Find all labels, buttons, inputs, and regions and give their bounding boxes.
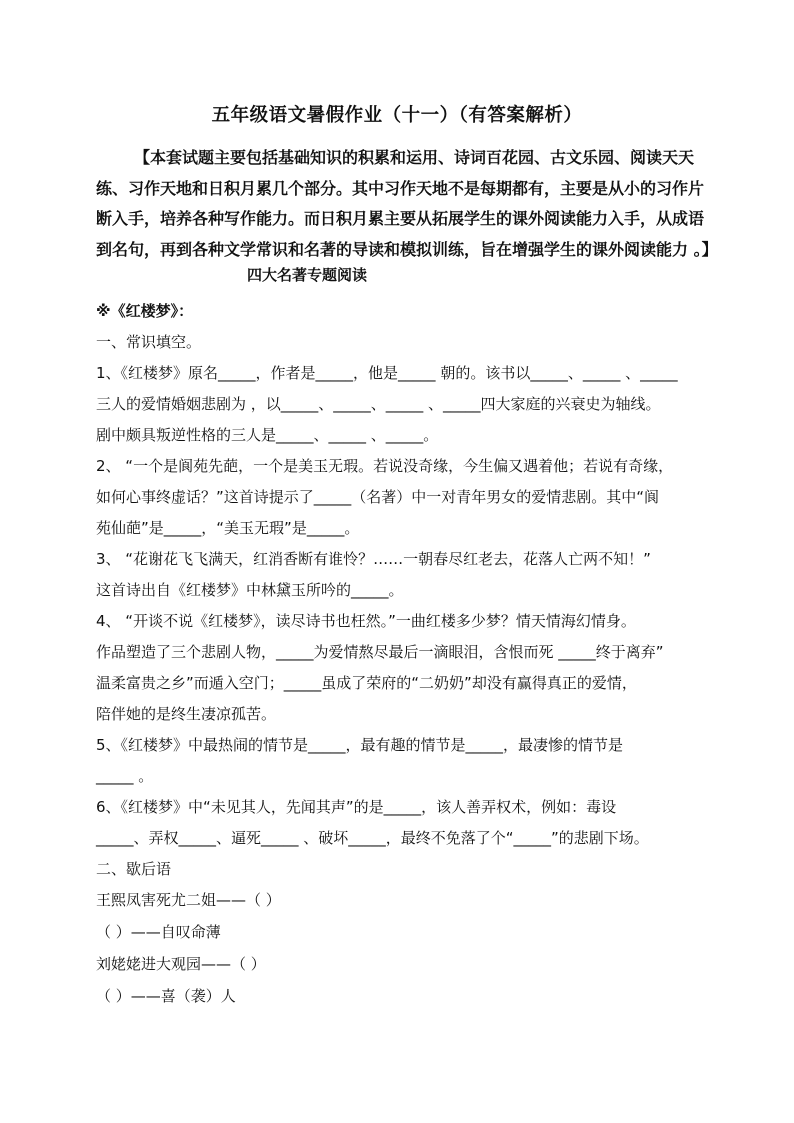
question-line: 这首诗出自《红楼梦》中林黛玉所吟的_____。 — [96, 581, 404, 599]
question-line: 陪伴她的是终生凄凉孤苦。 — [96, 705, 277, 723]
page-title: 五年级语文暑假作业（十一）（有答案解析） — [211, 105, 583, 126]
xiehouyu-line: 王熙凤害死尤二姐——（ ） — [96, 891, 281, 909]
intro-paragraph — [96, 143, 726, 265]
part-heading: 一、常识填空。 — [96, 333, 202, 351]
section-subheading: 四大名著专题阅读 — [247, 266, 368, 284]
intro-line: 到名句，再到各种文学常识和名著的导读和模拟训练，旨在增强学生的课外阅读能力 。】 — [96, 239, 718, 259]
xiehouyu-line: 刘姥姥进大观园——（ ） — [96, 955, 266, 973]
question-line: 温柔富贵之乡”而遁入空门；_____虽成了荣府的“二奶奶”却没有赢得真正的爱情， — [96, 674, 637, 692]
question-line: 作品塑造了三个悲剧人物，_____为爱情熬尽最后一滴眼泪，含恨而死 _____终于离弃” — [96, 643, 664, 661]
intro-line: 练、习作天地和日积月累几个部分。其中习作天地不是每期都有，主要是从小的习作片 — [96, 178, 705, 198]
question-line: 苑仙葩”是_____，“美玉无瑕”是_____。 — [96, 519, 360, 537]
novel-heading: ※《红楼梦》： — [96, 302, 194, 320]
intro-line: 【本套试题主要包括基础知识的积累和运用、诗词百花园、古文乐园、阅读天天 — [134, 148, 695, 167]
xiehouyu-line: （ ）——喜（袭）人 — [96, 987, 236, 1005]
question-line: 2、 “一个是阆苑先葩，一个是美玉无瑕。若说没奇缘，今生偏又遇着他；若说有奇缘， — [96, 457, 674, 475]
xiehouyu-line: （ ）——自叹命薄 — [96, 923, 221, 941]
question-line: 3、 “花谢花飞飞满天，红消香断有谁怜？……一朝春尽红老去，花落人亡两不知！” — [96, 550, 651, 568]
question-line: 6、《红楼梦》中“未见其人，先闻其声”的是_____，该人善弄权术，例如：毒设 — [96, 798, 617, 816]
question-line: 剧中颇具叛逆性格的三人是_____、_____ 、_____。 — [96, 426, 439, 444]
question-line: 如何心事终虚话？”这首诗提示了_____（名著）中一对青年男女的爱情悲剧。其中“阆 — [96, 488, 660, 506]
question-line: _____、弄权_____、逼死_____ 、破坏_____，最终不免落了个“_____”的悲剧下场。 — [96, 829, 649, 847]
question-line: _____ 。 — [96, 767, 154, 785]
question-line: 4、 “开谈不说《红楼梦》，读尽诗书也枉然。”一曲红楼多少梦？情天情海幻情身。 — [96, 612, 636, 630]
question-line: 三人的爱情婚姻悲剧为 ，以_____、_____、_____ 、_____四大家庭的兴衰史为轴线。 — [96, 395, 661, 413]
question-line: 1、《红楼梦》原名_____，作者是_____，他是_____ 朝的。该书以_____、_____ 、_____ — [96, 364, 678, 382]
intro-line: 断入手，培养各种写作能力。而日积月累主要从拓展学生的课外阅读能力入手，从成语 — [96, 209, 705, 228]
question-line: 5、《红楼梦》中最热闹的情节是_____，最有趣的情节是_____，最凄惨的情节是 — [96, 736, 624, 754]
part-heading: 二、歇后语 — [96, 860, 172, 878]
